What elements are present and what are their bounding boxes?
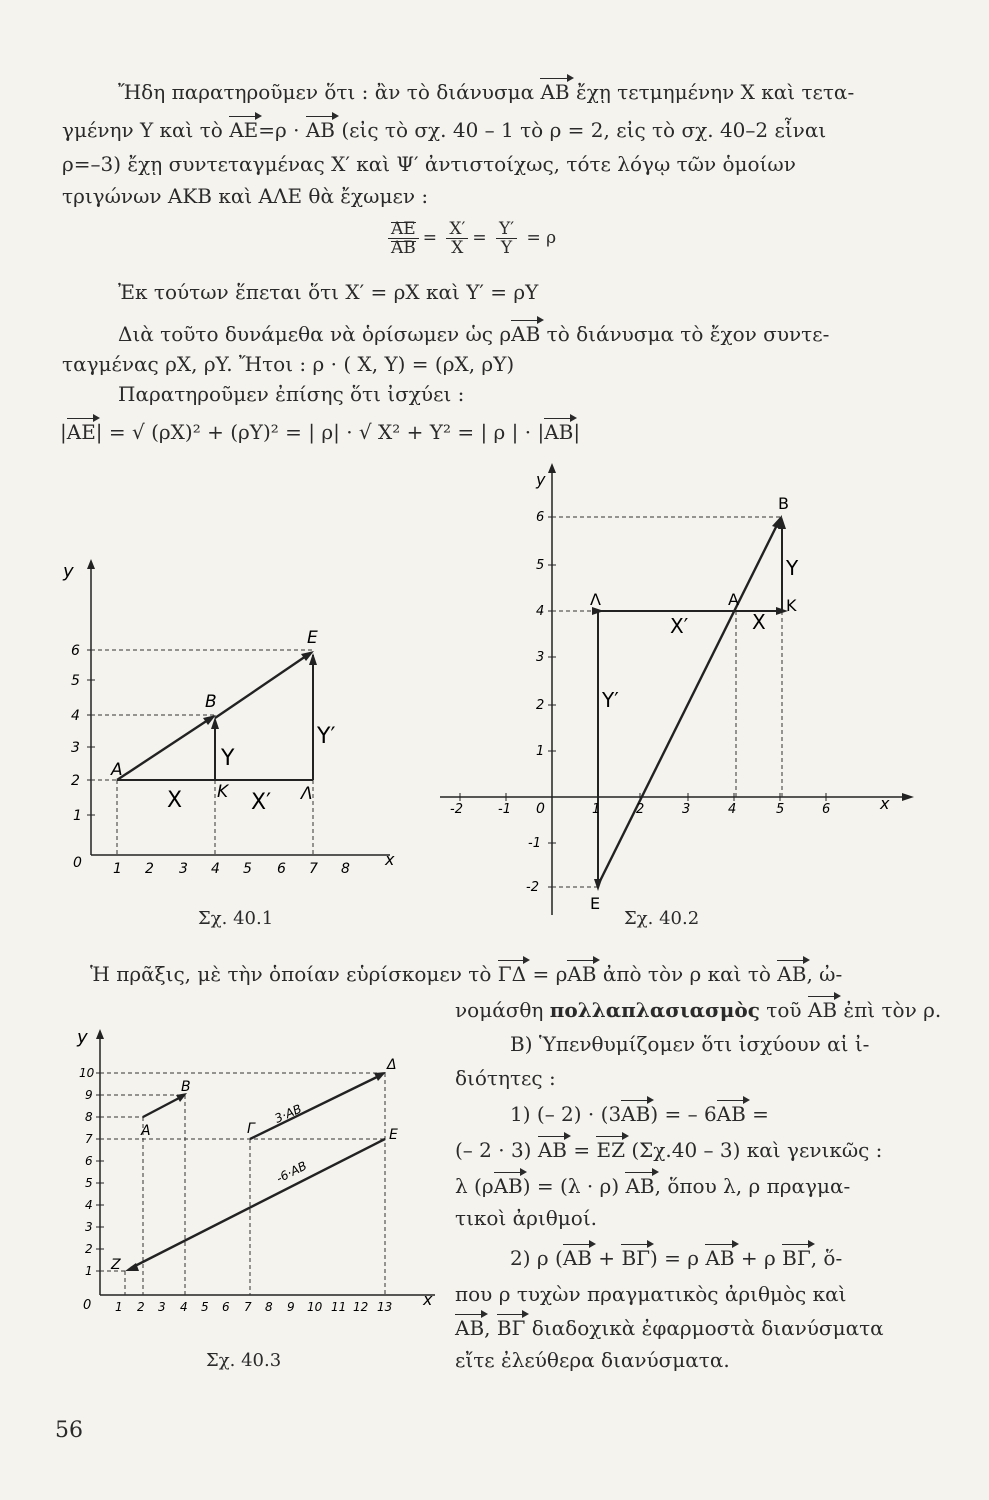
y-tick-labels	[79, 1066, 95, 1278]
x-tick: 11	[331, 1300, 347, 1314]
vector-ab: AB	[544, 420, 574, 444]
vector-ab: AB	[625, 1174, 655, 1198]
point-e-label: E	[389, 1127, 398, 1143]
vector-ab: AB	[540, 80, 570, 104]
vector-ab: AB	[567, 962, 597, 986]
x-tick: 4	[211, 861, 220, 877]
property1-line4: τικοὶ ἀριθμοί.	[455, 1206, 598, 1230]
y-tick: 1	[536, 744, 545, 759]
y-axis-label: y	[77, 1027, 88, 1048]
y-axis-arrow	[87, 559, 95, 569]
text: 1) (– 2) · (3	[510, 1102, 622, 1126]
fig3-vector-labels	[273, 1102, 310, 1186]
vector-ae: AE	[229, 118, 259, 142]
fraction-x	[446, 220, 468, 257]
y-tick: 4	[536, 604, 545, 619]
fig3-point-labels	[110, 1057, 398, 1273]
figure-40-1	[55, 555, 400, 900]
xp-label: X′	[446, 220, 468, 239]
x-component-label: X	[752, 610, 766, 634]
y-tick: 9	[85, 1088, 93, 1102]
point-gamma-label: Γ	[247, 1121, 255, 1137]
vector-ab: AB	[716, 1102, 746, 1126]
x-tick: 6	[277, 861, 286, 877]
y-tick: 5	[536, 558, 545, 573]
fraction-y	[496, 220, 517, 257]
x-axis-label: x	[880, 794, 890, 813]
vector-ab: AB	[807, 998, 838, 1022]
fig2-component-labels	[601, 556, 799, 712]
point-k-label: K	[217, 782, 229, 802]
text: τὸ διάνυσμα τὸ ἔχον συντε-	[540, 322, 830, 346]
text: ,	[484, 1316, 497, 1340]
y-tick: 2	[85, 1242, 93, 1256]
text: (εἰς τὸ σχ. 40 – 1 τὸ ρ = 2, εἰς τὸ σχ. 40–2 εἶναι	[334, 118, 827, 142]
vector-ab	[143, 1097, 181, 1117]
x-tick: 10	[307, 1300, 323, 1314]
arrowhead	[374, 1072, 386, 1081]
y-tick: 2	[536, 698, 545, 713]
bold-term: πολλαπλασιασμὸς	[549, 998, 760, 1022]
text: ἀπὸ τὸν ρ καὶ τὸ	[596, 962, 778, 986]
y-component-label: Y	[221, 746, 235, 771]
point-a-label: A	[111, 760, 123, 780]
point-a-label: A	[141, 1123, 151, 1139]
text: (Σχ.40 – 3) καὶ γενικῶς :	[624, 1138, 883, 1162]
text: ) = (λ · ρ)	[522, 1174, 626, 1198]
text: + ρ	[734, 1246, 783, 1270]
text: λ (ρ	[455, 1174, 494, 1198]
x-tick: 5	[201, 1300, 209, 1314]
vector-ab: AB	[511, 322, 541, 346]
text: ) = ρ	[650, 1246, 706, 1270]
tick-marks	[460, 517, 826, 887]
vector-be-arrow	[215, 654, 309, 718]
vector-ab: AB	[562, 1246, 592, 1270]
para4-line1: B) Ὑπενθυμίζομεν ὅτι ἰσχύουν αἱ ἰ-	[510, 1032, 870, 1056]
para2-line2: ταγμένας ρX, ρY. Ἤτοι : ρ · ( X, Y) = (ρX, ρY)	[62, 352, 515, 376]
x-tick: 3	[158, 1300, 166, 1314]
vector-ez	[131, 1139, 385, 1268]
y-tick: -1	[528, 836, 541, 851]
origin-label: 0	[73, 855, 82, 871]
caption-fig-40-2: Σχ. 40.2	[624, 908, 700, 929]
x-tick: 1	[115, 1300, 123, 1314]
figure-40-3	[55, 1025, 440, 1345]
caption-fig-40-1: Σχ. 40.1	[198, 908, 274, 929]
yp-component-label: Y′	[317, 724, 336, 749]
text: , ὅπου λ, ρ πραγμα-	[654, 1174, 851, 1198]
ratio-tail: = ρ	[526, 228, 557, 248]
point-lambda-label: Λ	[301, 784, 313, 804]
point-lambda-label: Λ	[590, 590, 601, 609]
property2-line1	[510, 1244, 842, 1272]
vector-ab: AB	[705, 1246, 735, 1270]
property2-line2: που ρ τυχὼν πραγματικὸς ἀριθμὸς καὶ	[455, 1282, 847, 1306]
x-tick: 3	[682, 802, 691, 817]
y-tick: 8	[85, 1110, 93, 1124]
text: 2) ρ (	[510, 1246, 563, 1270]
ratio-formula: $\frac{AE}{AB}$ = $\frac{X'}{X}$ = $\frac{Y'}{Y}$ = ρ	[384, 220, 556, 257]
x-tick-labels	[450, 802, 830, 817]
y-tick: 3	[536, 650, 545, 665]
y-tick-labels	[71, 643, 82, 824]
y-tick: 1	[85, 1264, 93, 1278]
text: ἐπὶ τὸν ρ.	[837, 998, 942, 1022]
text: , ὅ-	[810, 1246, 843, 1270]
property1-line1	[510, 1100, 769, 1128]
y-tick: 4	[85, 1198, 93, 1212]
text: ἔχῃ τετμημένην X καὶ τετα-	[569, 80, 855, 104]
vector-ab-arrow	[117, 718, 211, 780]
vector-gd	[250, 1076, 379, 1139]
point-b-label: B	[778, 494, 789, 513]
y-label: Y	[500, 238, 513, 258]
point-k-label: K	[786, 596, 797, 615]
x-tick: -1	[498, 802, 511, 817]
y-tick: -2	[526, 880, 539, 895]
x-tick: 4	[180, 1300, 188, 1314]
fig2-point-labels	[590, 494, 797, 913]
vector-gd: ΓΔ	[497, 962, 527, 986]
y-tick: 5	[71, 673, 80, 689]
x-tick: 6	[222, 1300, 230, 1314]
figure-40-2	[440, 455, 920, 925]
property2-line3	[455, 1314, 884, 1342]
point-b-label: B	[181, 1079, 191, 1095]
x-tick: 1	[113, 861, 122, 877]
yp-component-label: Y′	[602, 688, 619, 712]
x-axis-label: x	[385, 850, 395, 869]
point-e-label: E	[590, 894, 601, 913]
x-axis-label: x	[423, 1290, 433, 1309]
x-tick: 6	[822, 802, 831, 817]
text: γμένην Y καὶ τὸ	[62, 118, 230, 142]
modulus-formula: |AE| = √ (ρX)² + (ρY)² = | ρ| · √ X² + Y² = | ρ | · |AB|	[60, 420, 581, 444]
x-tick: 7	[309, 861, 318, 877]
y-tick: 6	[536, 510, 545, 525]
x-tick: -2	[450, 802, 463, 817]
y-axis-arrow	[96, 1029, 104, 1039]
origin-label: 0	[536, 801, 545, 817]
para2-line1	[118, 320, 829, 348]
arrowhead-e	[594, 879, 602, 891]
origin-label: 0	[83, 1298, 92, 1313]
para3-line1	[90, 960, 842, 988]
point-a-label: A	[728, 590, 739, 609]
vector-minus6ab-label: -6·AB	[274, 1158, 310, 1186]
x-label: X	[451, 238, 464, 258]
text: | = √ (ρX)² + (ρY)² = | ρ| · √ X² + Y² = | ρ | · |	[95, 420, 545, 444]
y-tick: 6	[85, 1154, 93, 1168]
text: νομάσθη	[455, 998, 550, 1022]
x-tick: 5	[776, 802, 785, 817]
vector-bg: BΓ	[782, 1246, 811, 1270]
vector-eb-line	[598, 523, 778, 885]
property2-line4: εἴτε ἐλεύθερα διανύσματα.	[455, 1348, 730, 1372]
x-tick: 5	[243, 861, 252, 877]
x-tick: 2	[145, 861, 154, 877]
x-tick: 13	[377, 1300, 393, 1314]
property1-line2	[455, 1136, 882, 1164]
y-component-label: Y	[786, 556, 799, 580]
fig2-dashed-guides	[552, 517, 785, 887]
text: ) = – 6	[650, 1102, 717, 1126]
vector-ab: AB	[493, 1174, 523, 1198]
vector-ab: AB	[455, 1316, 485, 1340]
vector-ab: AB	[537, 1138, 567, 1162]
x-tick: 2	[137, 1300, 145, 1314]
text: τοῦ	[759, 998, 808, 1022]
ae-label: AE	[391, 219, 416, 239]
vector-ab: AB	[621, 1102, 651, 1126]
vector-ez: EZ	[596, 1138, 625, 1162]
line-isxuei: Παρατηροῦμεν ἐπίσης ὅτι ἰσχύει :	[118, 382, 465, 406]
y-tick: 10	[79, 1066, 95, 1080]
vector-bg: BΓ	[621, 1246, 651, 1270]
property1-line3	[455, 1172, 850, 1200]
caption-fig-40-3: Σχ. 40.3	[206, 1350, 282, 1371]
point-e-label: E	[307, 628, 318, 648]
vector-ae: AE	[66, 420, 96, 444]
fig3-vectors	[131, 1076, 385, 1268]
fig1-dashed-guides	[91, 650, 313, 855]
ab-label: AB	[390, 238, 416, 258]
point-b-label: B	[205, 692, 217, 712]
line-ek: Ἐκ τούτων ἕπεται ὅτι X′ = ρX καὶ Y′ = ρY	[118, 280, 539, 304]
para1-line4: τριγώνων AKB καὶ AΛE θὰ ἔχωμεν :	[62, 184, 429, 208]
x-tick-labels	[115, 1300, 392, 1314]
x-tick: 2	[636, 802, 645, 817]
text: Διὰ τοῦτο δυνάμεθα νὰ ὁρίσωμεν ὡς ρ	[118, 322, 512, 346]
y-tick-labels	[526, 510, 544, 895]
x-tick: 1	[592, 802, 601, 817]
xp-component-label: X′	[670, 614, 689, 638]
text: =ρ ·	[258, 118, 306, 142]
y-tick: 5	[85, 1176, 93, 1190]
y-tick: 6	[71, 643, 80, 659]
x-tick: 9	[287, 1300, 295, 1314]
text: Ἡ πρᾶξις, μὲ τὴν ὁποίαν εὑρίσκομεν τὸ	[90, 962, 498, 986]
xp-component-label: X′	[251, 790, 272, 815]
text: διαδοχικὰ ἐφαρμοστὰ διανύσματα	[525, 1316, 884, 1340]
y-axis-arrow	[548, 463, 556, 473]
text: +	[591, 1246, 622, 1270]
y-tick: 1	[73, 808, 82, 824]
para3-line2	[455, 996, 941, 1024]
x-axis-arrow	[902, 793, 914, 801]
y-tick: 2	[71, 773, 80, 789]
para1-line1	[118, 78, 854, 106]
x-tick: 3	[179, 861, 188, 877]
page-number: 56	[55, 1418, 83, 1443]
x-tick: 8	[341, 861, 350, 877]
para4-line2: διότητες :	[455, 1066, 556, 1090]
x-tick: 8	[265, 1300, 273, 1314]
x-tick: 12	[353, 1300, 369, 1314]
y-axis-label: y	[536, 470, 546, 489]
x-tick: 7	[244, 1300, 252, 1314]
x-tick: 4	[728, 802, 737, 817]
y-tick: 7	[85, 1132, 93, 1146]
text: =	[745, 1102, 769, 1126]
text: = ρ	[526, 962, 568, 986]
y-axis-label: y	[63, 561, 74, 582]
text: Ἤδη παρατηροῦμεν ὅτι : ἂν τὸ διάνυσμα	[118, 80, 541, 104]
text: (– 2 · 3)	[455, 1138, 538, 1162]
x-component-label: X	[167, 788, 183, 813]
point-z-label: Z	[111, 1257, 121, 1273]
x-tick-labels	[113, 861, 350, 877]
text: , ὠ-	[806, 962, 843, 986]
vector-bg: BΓ	[496, 1316, 526, 1340]
y-tick: 4	[71, 708, 80, 724]
fraction-ae-ab	[388, 220, 419, 257]
y-tick: 3	[71, 740, 80, 756]
para1-line2	[62, 116, 826, 144]
yp-label: Y′	[496, 220, 517, 239]
point-delta-label: Δ	[387, 1057, 397, 1073]
text: =	[566, 1138, 597, 1162]
vector-ab: AB	[305, 118, 335, 142]
vector-ab: AB	[777, 962, 807, 986]
y-tick: 3	[85, 1220, 93, 1234]
vector-3ab-label: 3·AB	[272, 1101, 304, 1126]
para1-line3: ρ=–3) ἔχῃ συντεταγμένας X′ καὶ Ψ′ ἀντιστοίχως, τότε λόγῳ τῶν ὁμοίων	[62, 152, 796, 176]
